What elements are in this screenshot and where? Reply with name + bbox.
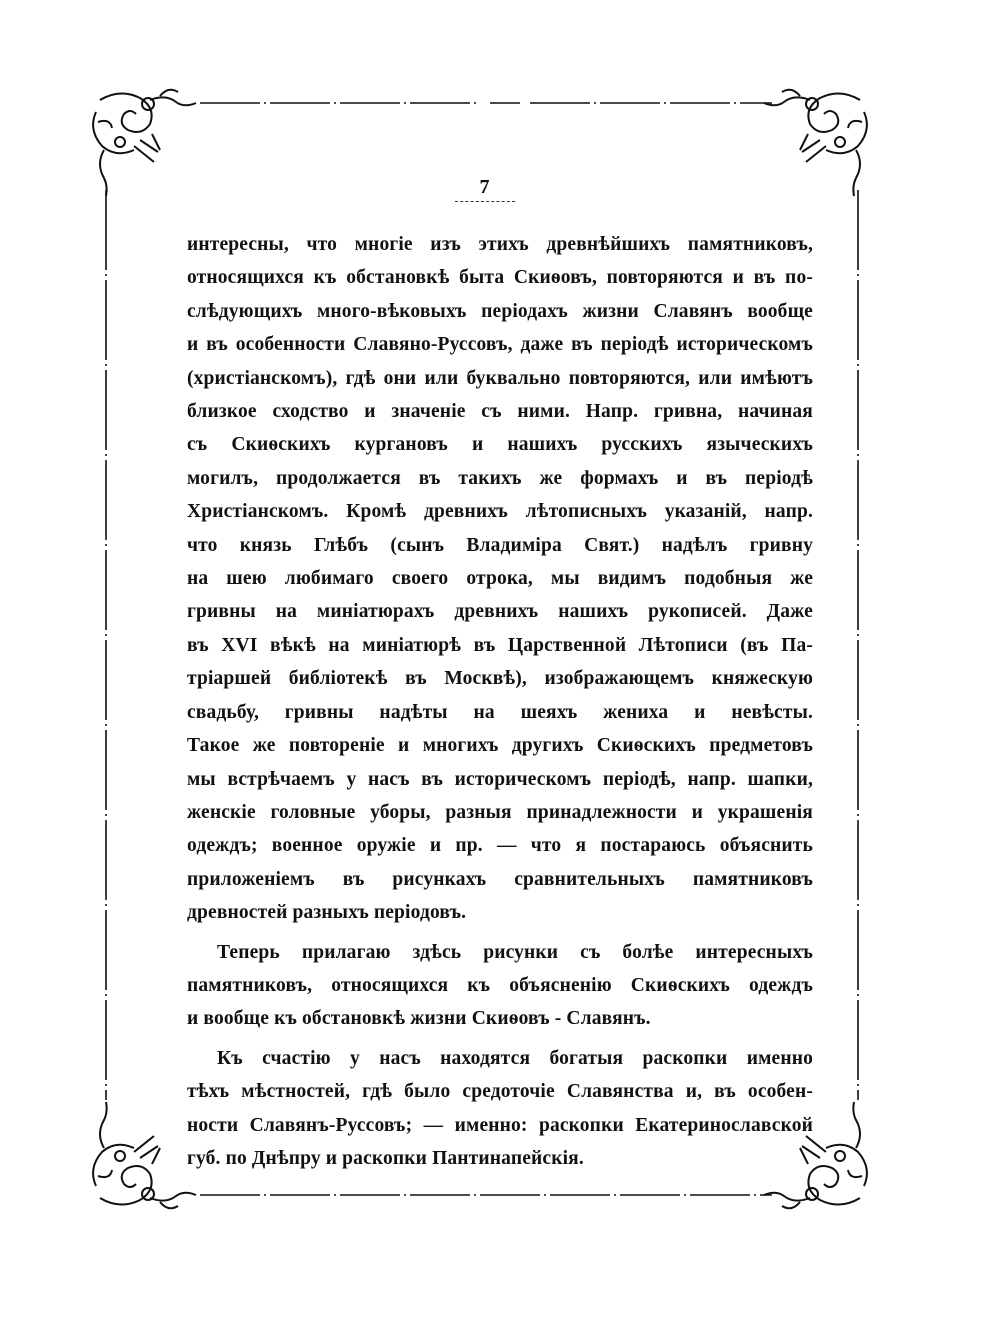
- corner-ornament-top-left: [93, 90, 196, 196]
- paragraph-2: [187, 936, 813, 1036]
- text-line: и въ особенности Славяно-Руссовъ, даже въ періодѣ историческомъ: [187, 334, 813, 356]
- text-line: Къ счастію у насъ находятся богатыя раскопки именно: [217, 1047, 813, 1069]
- text-line: въ XVI вѣкѣ на миніатюрѣ въ Царственной Лѣтописи (въ Па-: [187, 634, 813, 656]
- page-number: 7: [479, 176, 491, 198]
- text-line: ности Славянъ-Руссовъ; — именно: раскопки Екатеринославской: [187, 1114, 813, 1136]
- paragraph-3: [187, 1042, 813, 1176]
- text-line: одеждъ; военное оружіе и пр. — что я постараюсь объяснить: [187, 835, 813, 857]
- text-line: Теперь прилагаю здѣсь рисунки съ болѣе интересныхъ: [217, 941, 813, 963]
- page-number-block: [440, 176, 530, 203]
- text-line: (христіанскомъ), гдѣ они или буквально повторяются, или имѣютъ: [187, 367, 813, 389]
- text-line: близкое сходство и значеніе съ ними. Напр. гривна, начиная: [187, 401, 813, 423]
- text-line: интересны, что многіе изъ этихъ древнѣйшихъ памятниковъ,: [187, 234, 813, 255]
- text-line: относящихся къ обстановкѣ быта Скиѳовъ, повторяются и въ по-: [187, 267, 813, 289]
- text-line: что князь Глѣбъ (сынъ Владиміра Свят.) надѣлъ гривну: [187, 534, 813, 556]
- text-line: тѣхъ мѣстностей, гдѣ было средоточіе Славянства и, въ особен-: [187, 1081, 813, 1103]
- text-line: памятниковъ, относящихся къ объясненію Скиѳскихъ одеждъ: [187, 974, 813, 996]
- text-line: Такое же повтореніе и многихъ другихъ Скиѳскихъ предметовъ: [187, 735, 813, 757]
- text-line: тріаршей библіотекѣ въ Москвѣ), изображающемъ княжескую: [187, 668, 813, 690]
- body-text: [187, 228, 813, 1175]
- paragraph-1: [187, 228, 813, 930]
- text-line: Христіанскомъ. Кромѣ древнихъ лѣтописныхъ указаній, напр.: [187, 501, 813, 523]
- page-number-rule: [455, 201, 515, 203]
- text-line: приложеніемъ въ рисункахъ сравнительныхъ памятниковъ: [187, 868, 813, 890]
- text-line: свадьбу, гривны надѣты на шеяхъ жениха и невѣсты.: [187, 701, 813, 723]
- text-line: съ Скиѳскихъ кургановъ и нашихъ русскихъ языческихъ: [187, 434, 813, 456]
- corner-ornament-bottom-left: [93, 1102, 196, 1208]
- text-line: мы встрѣчаемъ у насъ въ историческомъ періодѣ, напр. шапки,: [187, 768, 813, 790]
- text-line: гривны на миніатюрахъ древнихъ нашихъ рукописей. Даже: [187, 601, 813, 623]
- text-line: древностей разныхъ періодовъ.: [187, 902, 467, 924]
- corner-ornament-top-right: [764, 90, 867, 196]
- text-line: губ. по Днѣпру и раскопки Пантинапейскія.: [187, 1147, 584, 1169]
- text-line: могилъ, продолжается въ такихъ же формахъ и въ періодѣ: [187, 467, 813, 489]
- text-line: женскіе головные уборы, разныя принадлежности и украшенія: [187, 801, 813, 823]
- text-line: и вообще къ обстановкѣ жизни Скиѳовъ - Славянъ.: [187, 1008, 651, 1030]
- text-line: слѣдующихъ много-вѣковыхъ періодахъ жизни Славянъ вообще: [187, 300, 813, 322]
- text-line: на шею любимаго своего отрока, мы видимъ подобныя же: [187, 568, 813, 590]
